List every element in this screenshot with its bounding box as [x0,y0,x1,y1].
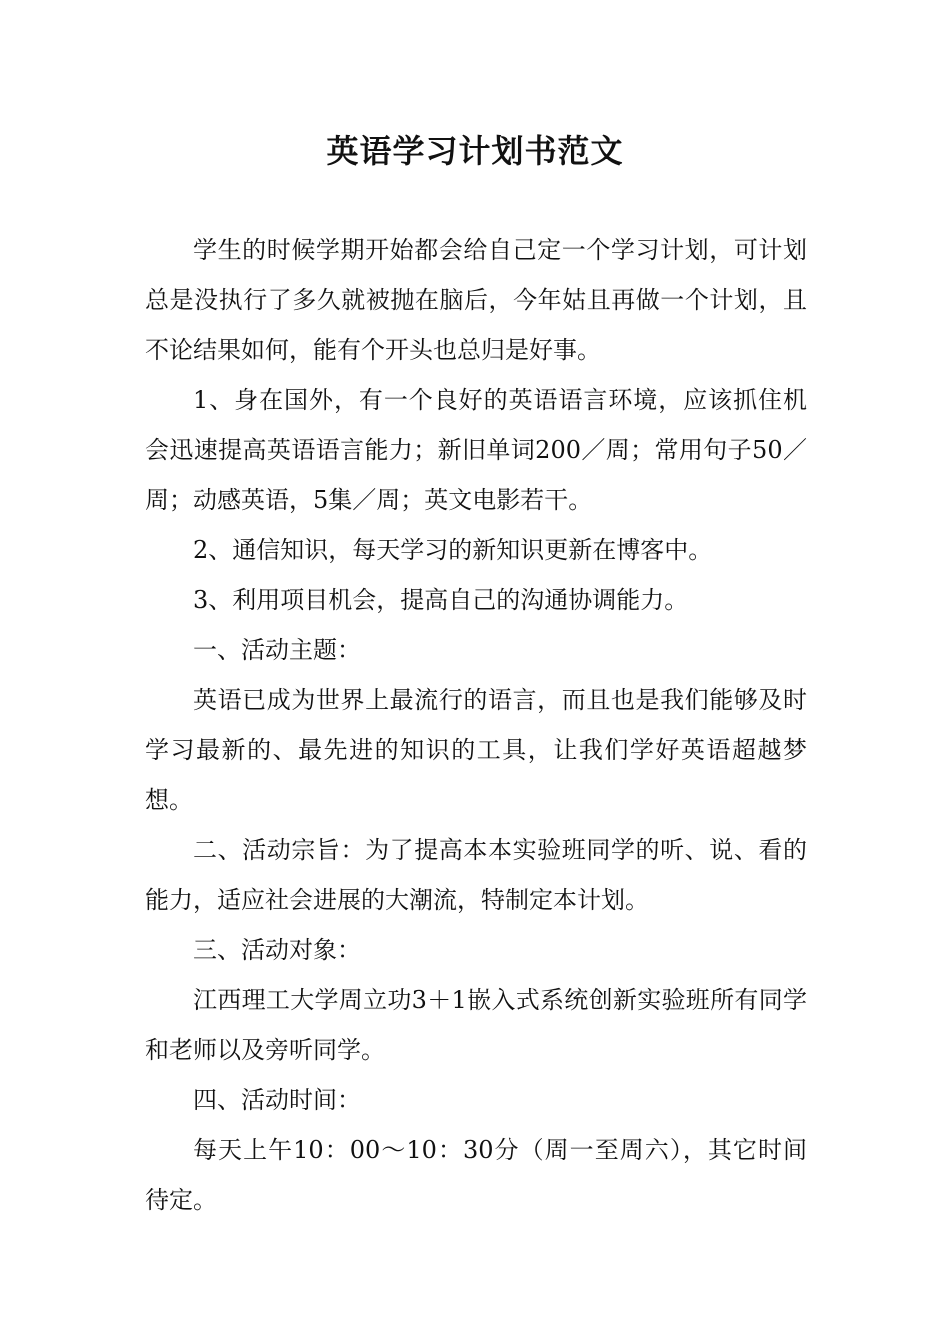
paragraph-intro: 学生的时候学期开始都会给自己定一个学习计划，可计划总是没执行了多久就被抛在脑后，今年姑且再做一个计划，且不论结果如何，能有个开头也总归是好事。 [145,236,807,364]
heading-activity-theme: 一、活动主题： [193,636,361,664]
paragraph-item-1: 1、身在国外，有一个良好的英语语言环境，应该抓住机会迅速提高英语语言能力；新旧单词200／周；常用句子50／周；动感英语，5集／周；英文电影若干。 [145,386,807,514]
paragraph-item-2: 2、通信知识，每天学习的新知识更新在博客中。 [193,536,713,564]
heading-activity-audience: 三、活动对象： [193,936,361,964]
paragraph-activity-theme: 英语已成为世界上最流行的语言，而且也是我们能够及时学习最新的、最先进的知识的工具，让我们学好英语超越梦想。 [145,686,807,814]
heading-activity-time: 四、活动时间： [193,1086,361,1114]
paragraph-activity-purpose: 二、活动宗旨：为了提高本本实验班同学的听、说、看的能力，适应社会进展的大潮流，特制定本计划。 [145,836,807,914]
paragraph-item-3: 3、利用项目机会，提高自己的沟通协调能力。 [193,586,689,614]
document-title: 英语学习计划书范文 [326,132,624,170]
paragraph-activity-audience: 江西理工大学周立功3＋1嵌入式系统创新实验班所有同学和老师以及旁听同学。 [145,986,807,1064]
document-body [145,225,807,1225]
paragraph-activity-time: 每天上午10：00～10：30分（周一至周六），其它时间待定。 [145,1136,807,1214]
